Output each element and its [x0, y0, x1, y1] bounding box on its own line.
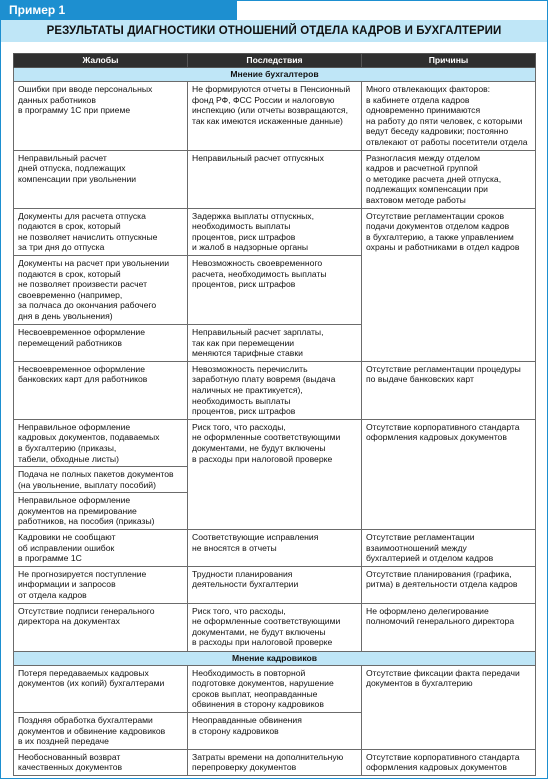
complaint-cell: Неправильное оформление документов на премирование работников, на пособия (приказы) — [14, 493, 188, 530]
cause-cell: Отсутствие корпоративного стандарта оформления кадровых документов — [362, 419, 536, 529]
table-row — [14, 603, 536, 651]
consequence-cell: Трудности планирования деятельности бухгалтерии — [188, 566, 362, 603]
section-row-accounting — [14, 68, 536, 82]
table-row — [14, 150, 536, 208]
complaint-cell: Неправильный расчет дней отпуска, подлежащих компенсации при увольнении — [14, 150, 188, 208]
table-row — [14, 749, 536, 775]
consequence-cell: Неправильный расчет зарплаты, так как при перемещении меняются тарифные ставки — [188, 324, 362, 361]
complaint-cell: Поздняя обработка бухгалтерами документов и обвинение кадровиков в их поздней передаче — [14, 713, 188, 750]
cause-cell: Отсутствие регламентации процедуры по выдаче банковских карт — [362, 361, 536, 419]
cause-cell: Много отвлекающих факторов: в кабинете отдела кадров одновременно принимаются на работу до пяти человек, с которыми ведут беседу кадровики; постоянно отвлекают от работы посетители отдела — [362, 82, 536, 151]
complaint-cell: Несвоевременное оформление перемещений работников — [14, 324, 188, 361]
diagnostics-table — [13, 53, 536, 776]
consequence-cell: Необходимость в повторной подготовке документов, нарушение сроков выплат, неоправданные обвинения в сторону кадровиков — [188, 665, 362, 712]
table-row — [14, 530, 536, 567]
section-title-hr: Мнение кадровиков — [14, 651, 536, 665]
complaint-cell: Потеря передаваемых кадровых документов (их копий) бухгалтерами — [14, 665, 188, 712]
complaint-cell: Документы на расчет при увольнении подаются в срок, который не позволяет произвести расчет своевременно (например, за полчаса до окончания рабочего дня в день увольнения) — [14, 255, 188, 324]
consequence-cell: Неправильный расчет отпускных — [188, 150, 362, 208]
table-row — [14, 361, 536, 419]
table-header-row — [14, 54, 536, 68]
column-header-consequences: Последствия — [188, 54, 362, 68]
cause-cell: Отсутствие регламентации сроков подачи документов отделом кадров в бухгалтерию, а также управлением охраны и работниками в отдел кадров — [362, 208, 536, 361]
complaint-cell: Подача не полных пакетов документов (на увольнение, выплату пособий) — [14, 467, 188, 493]
complaint-cell: Не прогнозируется поступление информации и запросов от отдела кадров — [14, 566, 188, 603]
complaint-cell: Отсутствие подписи генерального директора на документах — [14, 603, 188, 651]
cause-cell: Отсутствие регламентации взаимоотношений между бухгалтерией и отделом кадров — [362, 530, 536, 567]
consequence-cell: Невозможность перечислить заработную плату вовремя (выдача наличных не практикуется), необходимость выплаты процентов, риск штрафов — [188, 361, 362, 419]
complaint-cell: Необоснованный возврат качественных документов — [14, 749, 188, 775]
table-row — [14, 665, 536, 712]
consequence-cell: Соответствующие исправления не вносятся в отчеты — [188, 530, 362, 567]
cause-cell: Не оформлено делегирование полномочий генерального директора — [362, 603, 536, 651]
complaint-cell: Кадровики не сообщают об исправлении ошибок в программе 1С — [14, 530, 188, 567]
consequence-cell: Риск того, что расходы, не оформленные соответствующими документами, не будут включены в расходы при налоговой проверке — [188, 419, 362, 529]
table-row — [14, 566, 536, 603]
complaint-cell: Неправильное оформление кадровых документов, подаваемых в бухгалтерию (приказы, табели, обходные листы) — [14, 419, 188, 466]
table-row — [14, 208, 536, 255]
cause-cell: Отсутствие корпоративного стандарта оформления кадровых документов — [362, 749, 536, 775]
page-title: РЕЗУЛЬТАТЫ ДИАГНОСТИКИ ОТНОШЕНИЙ ОТДЕЛА КАДРОВ И БУХГАЛТЕРИИ — [1, 20, 547, 42]
table-row — [14, 82, 536, 151]
consequence-cell: Затраты времени на дополнительную перепроверку документов — [188, 749, 362, 775]
section-row-hr — [14, 651, 536, 665]
example-label: Пример 1 — [1, 1, 237, 20]
consequence-cell: Риск того, что расходы, не оформленные соответствующими документами, не будут включены в расходы при налоговой проверке — [188, 603, 362, 651]
consequence-cell: Невозможность своевременного расчета, необходимость выплаты процентов, риск штрафов — [188, 255, 362, 324]
complaint-cell: Ошибки при вводе персональных данных работников в программу 1С при приеме — [14, 82, 188, 151]
consequence-cell: Задержка выплаты отпускных, необходимость выплаты процентов, риск штрафов и жалоб в надзорные органы — [188, 208, 362, 255]
column-header-causes: Причины — [362, 54, 536, 68]
section-title-accounting: Мнение бухгалтеров — [14, 68, 536, 82]
consequence-cell: Неоправданные обвинения в сторону кадровиков — [188, 713, 362, 750]
complaint-cell: Несвоевременное оформление банковских карт для работников — [14, 361, 188, 419]
column-header-complaints: Жалобы — [14, 54, 188, 68]
table-row — [14, 419, 536, 466]
cause-cell: Отсутствие фиксации факта передачи документов в бухгалтерию — [362, 665, 536, 749]
cause-cell: Разногласия между отделом кадров и расчетной группой о методике расчета дней отпуска, подлежащих компенсации при вахтовом методе работы — [362, 150, 536, 208]
cause-cell: Отсутствие планирования (графика, ритма) в деятельности отдела кадров — [362, 566, 536, 603]
complaint-cell: Документы для расчета отпуска подаются в срок, который не позволяет начислить отпускные за три дня до отпуска — [14, 208, 188, 255]
consequence-cell: Не формируются отчеты в Пенсионный фонд РФ, ФСС России и налоговую инспекцию (или отчеты возвращаются, так как имеются искаженные данные) — [188, 82, 362, 151]
